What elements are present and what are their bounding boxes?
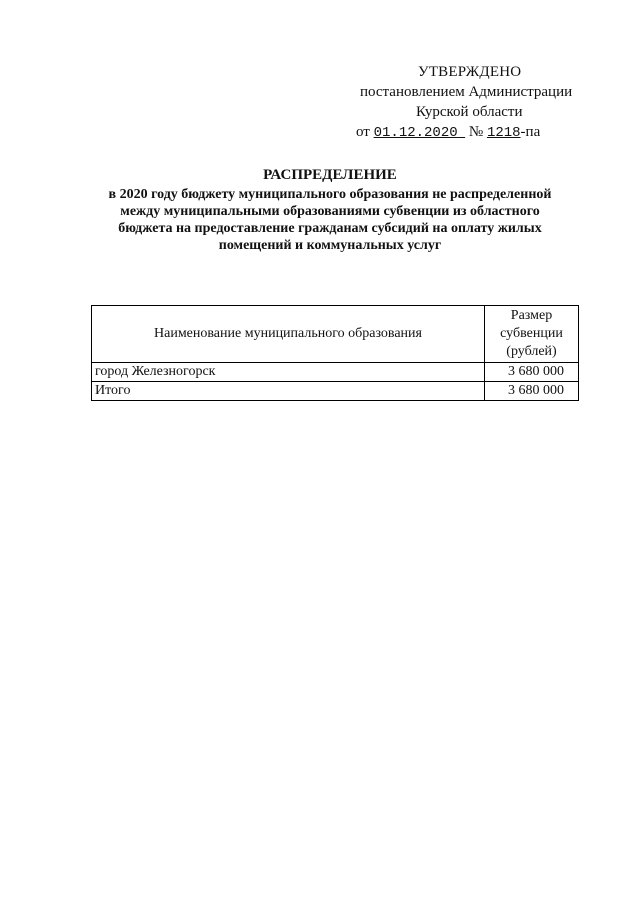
resolution-number-suffix: -па [520, 124, 541, 140]
header-amount-line-3: (рублей) [506, 344, 557, 359]
number-sign: № [468, 124, 484, 140]
document-title [70, 167, 590, 254]
resolution-date: 01.12.2020 [373, 125, 458, 141]
resolution-label: постановлением Администрации [360, 84, 573, 100]
date-prefix: от [356, 124, 370, 140]
approved-label: УТВЕРЖДЕНО [418, 64, 522, 80]
header-name: Наименование муниципального образования [92, 306, 485, 363]
table-row [92, 363, 579, 382]
total-amount: 3 680 000 [485, 382, 579, 401]
approval-block [350, 62, 590, 143]
header-amount-line-2: субвенции [500, 326, 563, 341]
total-label: Итого [92, 382, 485, 401]
row-name: город Железногорск [92, 363, 485, 382]
resolution-number: 1218 [486, 125, 521, 141]
distribution-table [91, 305, 579, 401]
title-line-4: помещений и коммунальных услуг [218, 238, 442, 253]
region-label: Курской области [416, 104, 523, 120]
resolution-date-line [350, 122, 590, 143]
header-amount [485, 306, 579, 363]
title-line-1: в 2020 году бюджету муниципального образования не распределенной [108, 187, 552, 202]
row-amount: 3 680 000 [485, 363, 579, 382]
title-line-3: бюджета на предоставление гражданам субсидий на оплату жилых [118, 221, 542, 236]
title-heading: РАСПРЕДЕЛЕНИЕ [263, 167, 397, 183]
title-line-2: между муниципальными образованиями субвенции из областного [120, 204, 540, 219]
table-row-total [92, 382, 579, 401]
table-header-row [92, 306, 579, 363]
header-amount-line-1: Размер [510, 308, 553, 323]
